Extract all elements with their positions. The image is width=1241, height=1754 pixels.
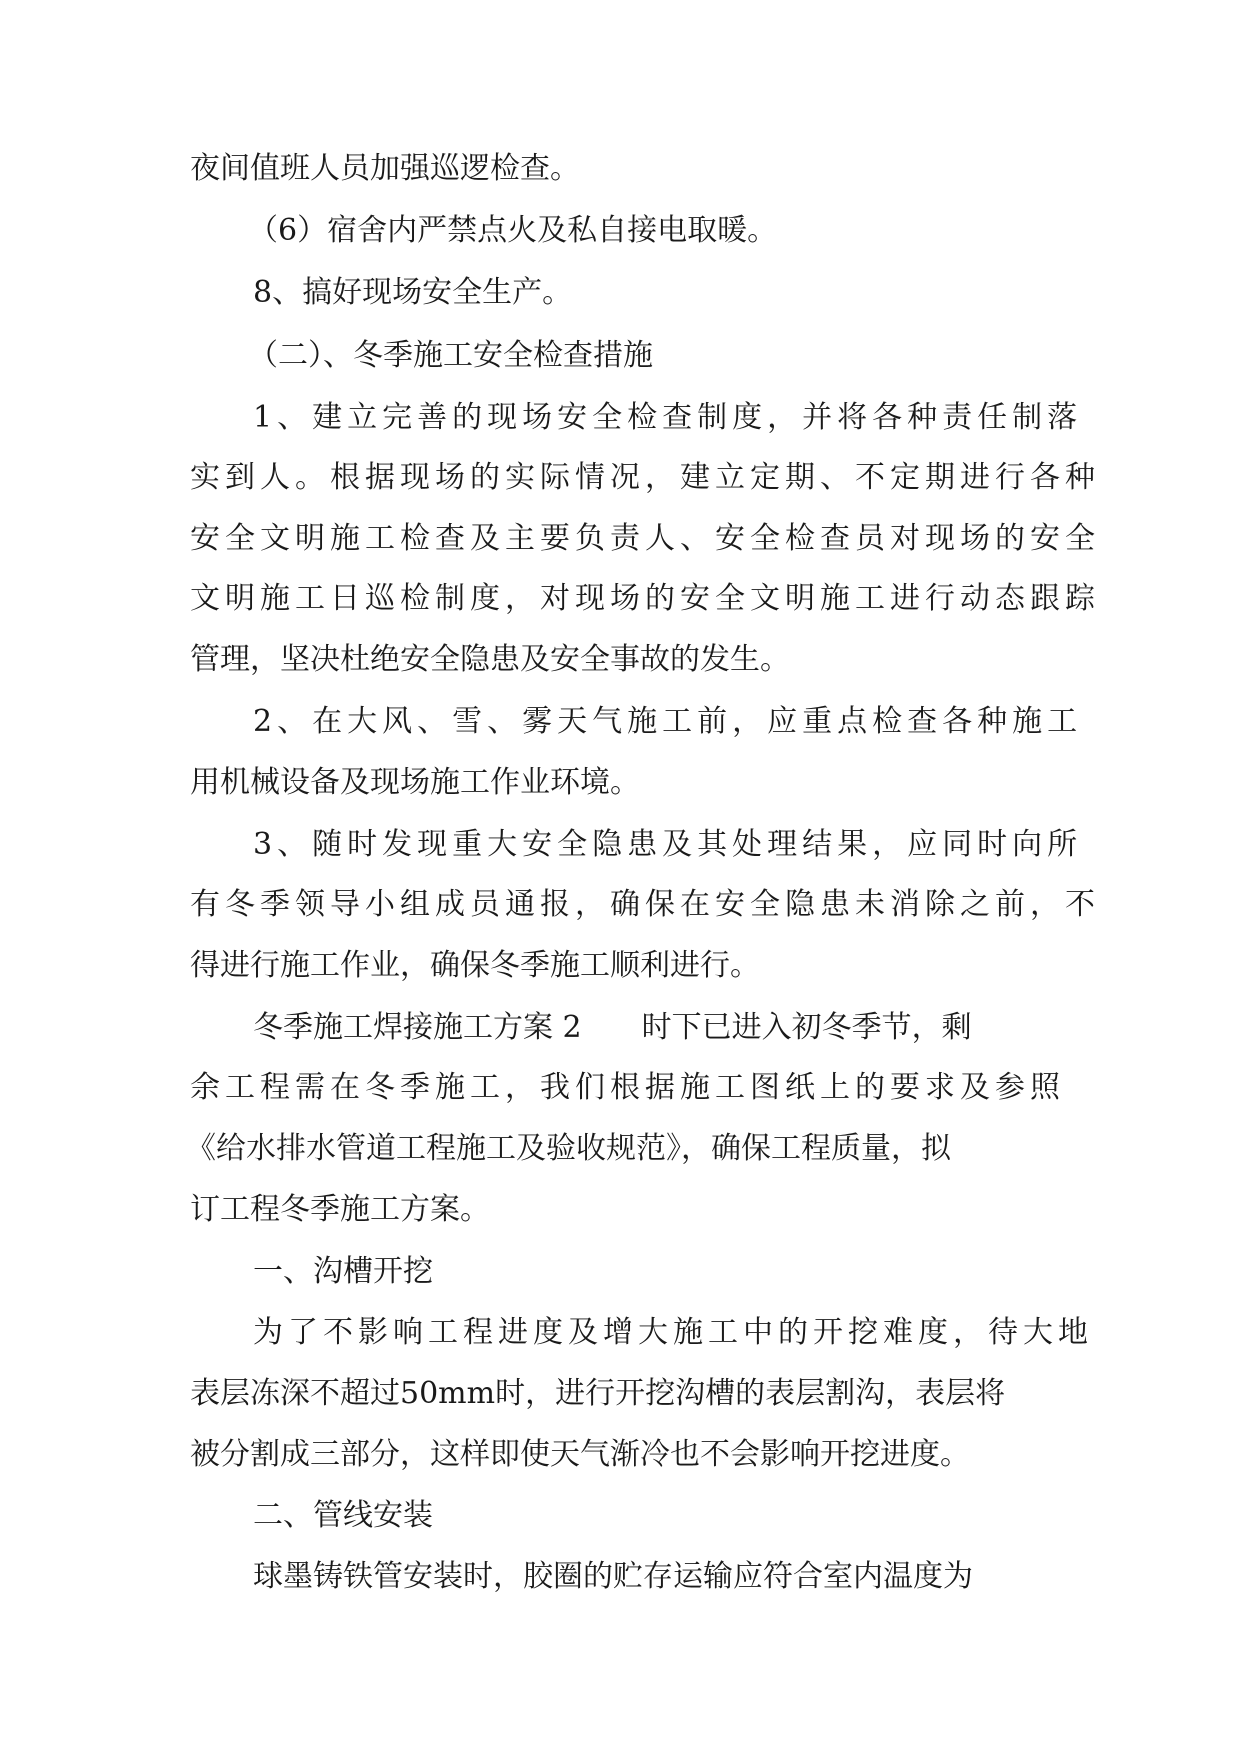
text-line: 为了不影响工程进度及增大施工中的开挖难度，待大地	[253, 1315, 1093, 1350]
text-line: 文明施工日巡检制度，对现场的安全文明施工进行动态跟踪	[190, 581, 1100, 616]
section-heading: 二、管线安装	[253, 1498, 433, 1533]
text-line: 有冬季领导小组成员通报，确保在安全隐患未消除之前，不	[190, 887, 1100, 922]
text-line: 实到人。根据现场的实际情况，建立定期、不定期进行各种	[190, 460, 1100, 495]
text-line: 安全文明施工检查及主要负责人、安全检查员对现场的安全	[190, 521, 1100, 556]
text-line: 球墨铸铁管安装时，胶圈的贮存运输应符合室内温度为	[253, 1559, 973, 1594]
text-line: 冬季施工焊接施工方案 2 时下已进入初冬季节，剩	[253, 1010, 972, 1045]
text-line: 3、随时发现重大安全隐患及其处理结果，应同时向所	[253, 827, 1083, 862]
text-line: 夜间值班人员加强巡逻检查。	[190, 151, 580, 186]
text-line: 订工程冬季施工方案。	[190, 1192, 490, 1227]
text-line: 得进行施工作业，确保冬季施工顺利进行。	[190, 948, 760, 983]
text-line: 《给水排水管道工程施工及验收规范》，确保工程质量，拟	[186, 1131, 951, 1166]
text-line: 1、建立完善的现场安全检查制度，并将各种责任制落	[253, 400, 1083, 435]
text-line: 用机械设备及现场施工作业环境。	[190, 765, 640, 800]
section-heading: （二）、冬季施工安全检查措施	[248, 338, 653, 373]
text-line: 2、在大风、雪、雾天气施工前，应重点检查各种施工	[253, 704, 1083, 739]
section-heading: 一、沟槽开挖	[253, 1254, 433, 1289]
text-line: （6）宿舍内严禁点火及私自接电取暖。	[248, 213, 778, 248]
text-line: 8、搞好现场安全生产。	[253, 275, 573, 310]
text-line: 管理，坚决杜绝安全隐患及安全事故的发生。	[190, 642, 790, 677]
text-line: 表层冻深不超过50mm时，进行开挖沟槽的表层割沟，表层将	[190, 1376, 1006, 1411]
text-line: 余工程需在冬季施工，我们根据施工图纸上的要求及参照	[190, 1070, 1065, 1105]
text-line: 被分割成三部分，这样即使天气渐冷也不会影响开挖进度。	[190, 1437, 970, 1472]
